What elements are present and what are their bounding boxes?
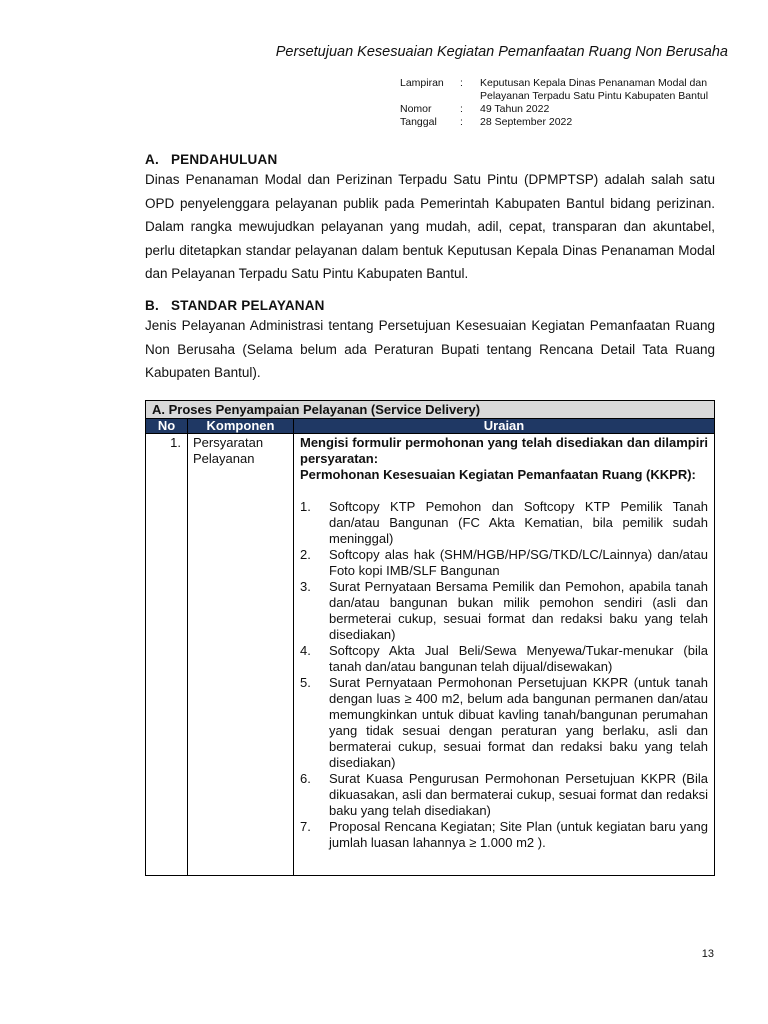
list-item-text: Surat Pernyataan Permohonan Persetujuan KKPR (untuk tanah dengan luas ≥ 400 m2, belum ada bangunan permanen dan/atau memungkinkan untuk dibuat kavling tanah/bangunan perumahan yang tidak sesuai dengan peraturan yang berlaku, asli dan bermaterai cukup, sesuai format dan redaksi baku yang telah disediakan) <box>329 675 708 770</box>
requirements-list <box>300 499 708 851</box>
list-item-number: 5. <box>300 675 311 690</box>
list-item <box>300 499 708 547</box>
list-item <box>300 819 708 851</box>
list-item-number: 7. <box>300 819 311 834</box>
meta-sep: : <box>460 103 463 115</box>
list-item-text: Softcopy KTP Pemohon dan Softcopy KTP Pemilik Tanah dan/atau Bangunan (FC Akta Kematian, bila pemilik sudah meninggal) <box>329 499 708 546</box>
document-header-title: Persetujuan Kesesuaian Kegiatan Pemanfaatan Ruang Non Berusaha <box>275 44 728 60</box>
meta-row-tanggal <box>400 116 720 129</box>
header-uraian: Uraian <box>294 419 715 434</box>
section-title: STANDAR PELAYANAN <box>170 298 325 313</box>
section-paragraph: Jenis Pelayanan Administrasi tentang Persetujuan Kesesuaian Kegiatan Pemanfaatan Ruang Non Berusaha (Selama belum ada Peraturan Bupati tentang Rencana Detail Tata Ruang Kabupaten Bantul). <box>145 318 715 380</box>
cell-komponen: Persyaratan Pelayanan <box>188 434 294 876</box>
meta-value: Keputusan Kepala Dinas Penanaman Modal dan Pelayanan Terpadu Satu Pintu Kabupaten Bantul <box>480 77 709 102</box>
meta-row-lampiran <box>400 77 720 103</box>
section-number: A. <box>145 152 159 167</box>
list-item-text: Proposal Rencana Kegiatan; Site Plan (untuk kegiatan baru yang jumlah luasan lahannya ≥ 1.000 m2 ). <box>329 819 708 850</box>
table-header-row <box>146 419 715 434</box>
list-item <box>300 579 708 643</box>
meta-key: Nomor <box>400 103 432 115</box>
list-item-text: Softcopy alas hak (SHM/HGB/HP/SG/TKD/LC/Lainnya) dan/atau Foto kopi IMB/SLF Bangunan <box>329 547 708 578</box>
list-item <box>300 675 708 771</box>
section-heading <box>145 298 715 313</box>
list-item-number: 4. <box>300 643 311 658</box>
table-title: A. Proses Penyampaian Pelayanan (Service Delivery) <box>146 401 715 419</box>
list-item-text: Surat Kuasa Pengurusan Permohonan Persetujuan KKPR (Bila dikuasakan, asli dan bermaterai cukup, sesuai format dan redaksi baku yang telah disediakan) <box>329 771 708 818</box>
section-pendahuluan <box>145 152 715 286</box>
attachment-meta <box>400 77 720 129</box>
meta-sep: : <box>460 77 463 89</box>
cell-uraian <box>294 434 715 876</box>
section-number: B. <box>145 298 159 313</box>
table-title-row <box>146 401 715 419</box>
list-item <box>300 771 708 819</box>
meta-key: Lampiran <box>400 77 444 89</box>
list-item-number: 1. <box>300 499 311 514</box>
meta-value: 49 Tahun 2022 <box>480 103 550 115</box>
header-komponen: Komponen <box>188 419 294 434</box>
uraian-intro: Mengisi formulir permohonan yang telah disediakan dan dilampiri persyaratan: <box>300 435 708 466</box>
list-item <box>300 547 708 579</box>
service-delivery-table <box>145 400 715 876</box>
list-item-text: Softcopy Akta Jual Beli/Sewa Menyewa/Tukar-menukar (bila tanah dan/atau bangunan telah dijual/disewakan) <box>329 643 708 674</box>
meta-key: Tanggal <box>400 116 437 128</box>
section-heading <box>145 152 715 167</box>
header-no: No <box>146 419 188 434</box>
list-item-text: Surat Pernyataan Bersama Pemilik dan Pemohon, apabila tanah dan/atau bangunan bukan milik pemohon sendiri (asli dan bermeterai cukup, sesuai format dan redaksi baku yang telah disediakan) <box>329 579 708 642</box>
list-item-number: 2. <box>300 547 311 562</box>
meta-row-nomor <box>400 103 720 116</box>
section-title: PENDAHULUAN <box>170 152 278 167</box>
list-item <box>300 643 708 675</box>
section-paragraph: Dinas Penanaman Modal dan Perizinan Terpadu Satu Pintu (DPMPTSP) adalah salah satu OPD penyelenggara pelayanan publik pada Pemerintah Kabupaten Bantul bidang perizinan. Dalam rangka mewujudkan pelayanan yang mudah, adil, cepat, transparan dan akuntabel, perlu ditetapkan standar pelayanan dalam bentuk Keputusan Kepala Dinas Penanaman Modal dan Pelayanan Terpadu Satu Pintu Kabupaten Bantul. <box>145 172 715 281</box>
cell-no: 1. <box>146 434 188 876</box>
meta-value: 28 September 2022 <box>480 116 573 128</box>
list-item-number: 3. <box>300 579 311 594</box>
list-item-number: 6. <box>300 771 311 786</box>
table-row <box>146 434 715 876</box>
page-number: 13 <box>701 948 714 960</box>
uraian-subtitle: Permohonan Kesesuaian Kegiatan Pemanfaatan Ruang (KKPR): <box>300 467 696 482</box>
section-standar-pelayanan <box>145 298 715 385</box>
meta-sep: : <box>460 116 463 128</box>
